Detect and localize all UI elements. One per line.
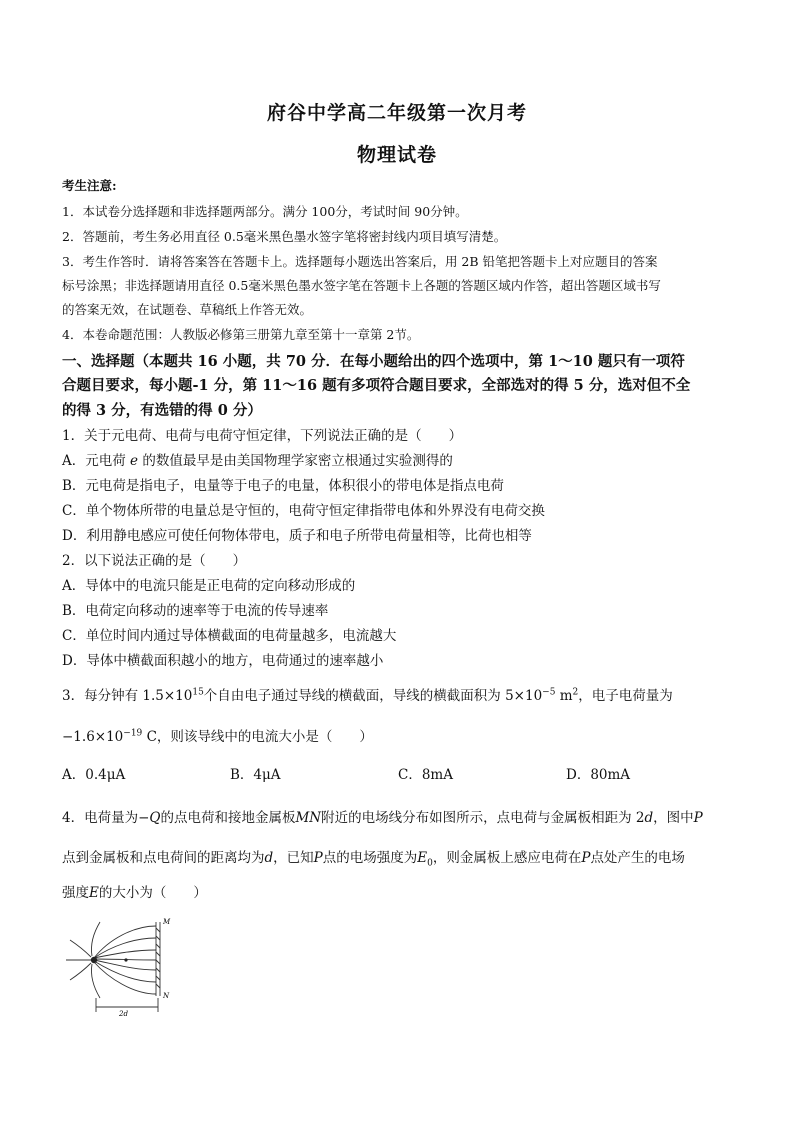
point-p [124,958,127,961]
notice-item-4: 4．本卷命题范围：人教版必修第三册第九章至第十一章第 2节。 [62,327,420,342]
q4-text-3: 附近的电场线分布如图所示，点电荷与金属板相距为 2 [321,810,645,826]
q2-option-d: D．导体中横截面积越小的地方，电荷通过的速率越小 [62,653,384,669]
q1-option-c: C．单个物体所带的电量总是守恒的，电荷守恒定律指带电体和外界没有电荷交换 [62,503,545,519]
q3-exp-2: −5 [542,687,556,698]
q1-option-a-pre: A．元电荷 [62,453,126,469]
field-line [70,940,91,957]
q4-text-9: 点处产生的电场 [590,850,685,866]
notice-item-1: 1．本试卷分选择题和非选择题两部分。满分 100分，考试时间 90分钟。 [62,204,468,219]
q4-text-11: 的大小为（ ） [98,885,207,901]
field-line [94,960,156,970]
q2-option-a: A．导体中的电流只能是正电荷的定向移动形成的 [62,578,356,594]
q4-var-p: P [693,810,703,826]
electric-field-figure [64,914,180,1018]
field-line [91,964,100,998]
q4-text-5: 点到金属板和点电荷间的距离均为 [62,850,265,866]
field-line [91,922,100,956]
field-line [94,926,156,958]
q2-option-b: B．电荷定向移动的速率等于电流的传导速率 [62,603,329,619]
q4-text-1: 4．电荷量为− [62,810,150,826]
q4-var-d2: d [264,850,274,866]
label-m: M [163,918,171,926]
q4-stem-line-2 [62,846,742,869]
q4-var-p3: P [581,850,591,866]
field-line [94,950,156,958]
q4-text-2: 的点电荷和接地金属板 [160,810,296,826]
q3-text-5: −1.6×10 [62,729,124,745]
q3-option-c: C．8mA [398,767,453,783]
q4-text-4: ，图中 [653,810,694,826]
q4-text-8: ，则金属板上感应电荷在 [432,850,582,866]
section-heading-line-2: 合题目要求，每小题-1 分，第 11～16 题有多项符合题目要求，全部选对的得 5 分，选对但不全 [62,377,691,394]
q4-stem-line-1 [62,806,742,826]
q1-option-b: B．元电荷是指电子，电量等于电子的电量，体积很小的带电体是指点电荷 [62,478,504,494]
section-heading-line-3: 的得 3 分，有选错的得 0 分） [62,402,262,419]
q3-stem-line-1 [62,684,742,704]
q3-option-b: B．4μA [230,767,281,783]
q4-var-q: Q [149,810,161,826]
q3-exp-1: 15 [192,687,204,698]
q4-text-6: ，已知 [273,850,314,866]
q4-var-mn: MN [295,810,322,826]
q1-stem: 1．关于元电荷、电荷与电荷守恒定律，下列说法正确的是（ ） [62,428,463,444]
exam-subtitle: 物理试卷 [356,144,437,166]
q3-option-d: D．80mA [566,767,631,783]
q3-text-1: 3．每分钟有 1.5×10 [62,688,193,704]
label-2d: 2d [119,1010,128,1018]
q4-var-e0: E [417,850,428,866]
notice-item-2: 2．答题前，考生务必用直径 0.5毫米黑色墨水签字笔将密封线内项目填写清楚。 [62,229,507,244]
exam-title: 府谷中学高二年级第一次月考 [266,102,527,124]
q3-option-a: A．0.4μA [62,767,126,783]
q3-text-4: ，电子电荷量为 [578,688,673,704]
q2-stem: 2．以下说法正确的是（ ） [62,553,247,569]
notice-heading: 考生注意: [62,178,117,193]
q3-stem-line-2 [62,725,742,745]
q3-exp-4: −19 [123,728,143,739]
q4-stem-line-3 [62,881,742,901]
notice-item-3-cont: 标号涂黑；非选择题请用直径 0.5毫米黑色墨水签字笔在答题卡上各题的答题区域内作答，超出答题区域书写 [62,278,661,293]
q1-option-a-post: 的数值最早是由美国物理学家密立根通过实验测得的 [142,453,453,469]
q3-exp-3: 2 [572,687,579,698]
q3-text-6: C，则该导线中的电流大小是（ ） [142,729,373,745]
q1-option-d: D．利用静电感应可使任何物体带电，质子和电子所带电荷量相等，比荷也相等 [62,528,532,544]
q4-var-p2: P [313,850,323,866]
q3-text-3: m [555,688,573,704]
q2-option-c: C．单位时间内通过导体横截面的电荷量越多，电流越大 [62,628,397,644]
point-charge [91,957,97,963]
section-heading-line-1: 一、选择题（本题共 16 小题，共 70 分．在每小题给出的四个选项中，第 1～10 题只有一项符 [62,353,685,370]
q3-text-2: 个自由电子通过导线的横截面，导线的横截面积为 5×10 [203,688,543,704]
q4-text-10: 强度 [62,885,89,901]
q4-sub-0: 0 [427,858,433,869]
q4-var-d: d [644,810,654,826]
q1-option-a [62,449,742,469]
notice-item-3: 3．考生作答时．请将答案答在答题卡上。选择题每小题选出答案后，用 2B 铅笔把答题卡上对应题目的答案 [62,254,658,269]
notice-item-3-cont2: 的答案无效，在试题卷、草稿纸上作答无效。 [62,302,313,317]
field-line [70,963,91,980]
label-n: N [163,992,170,1000]
q1-option-a-var: e [130,453,139,469]
q4-var-e: E [89,885,99,901]
q4-text-7: 点的电场强度为 [322,850,418,866]
